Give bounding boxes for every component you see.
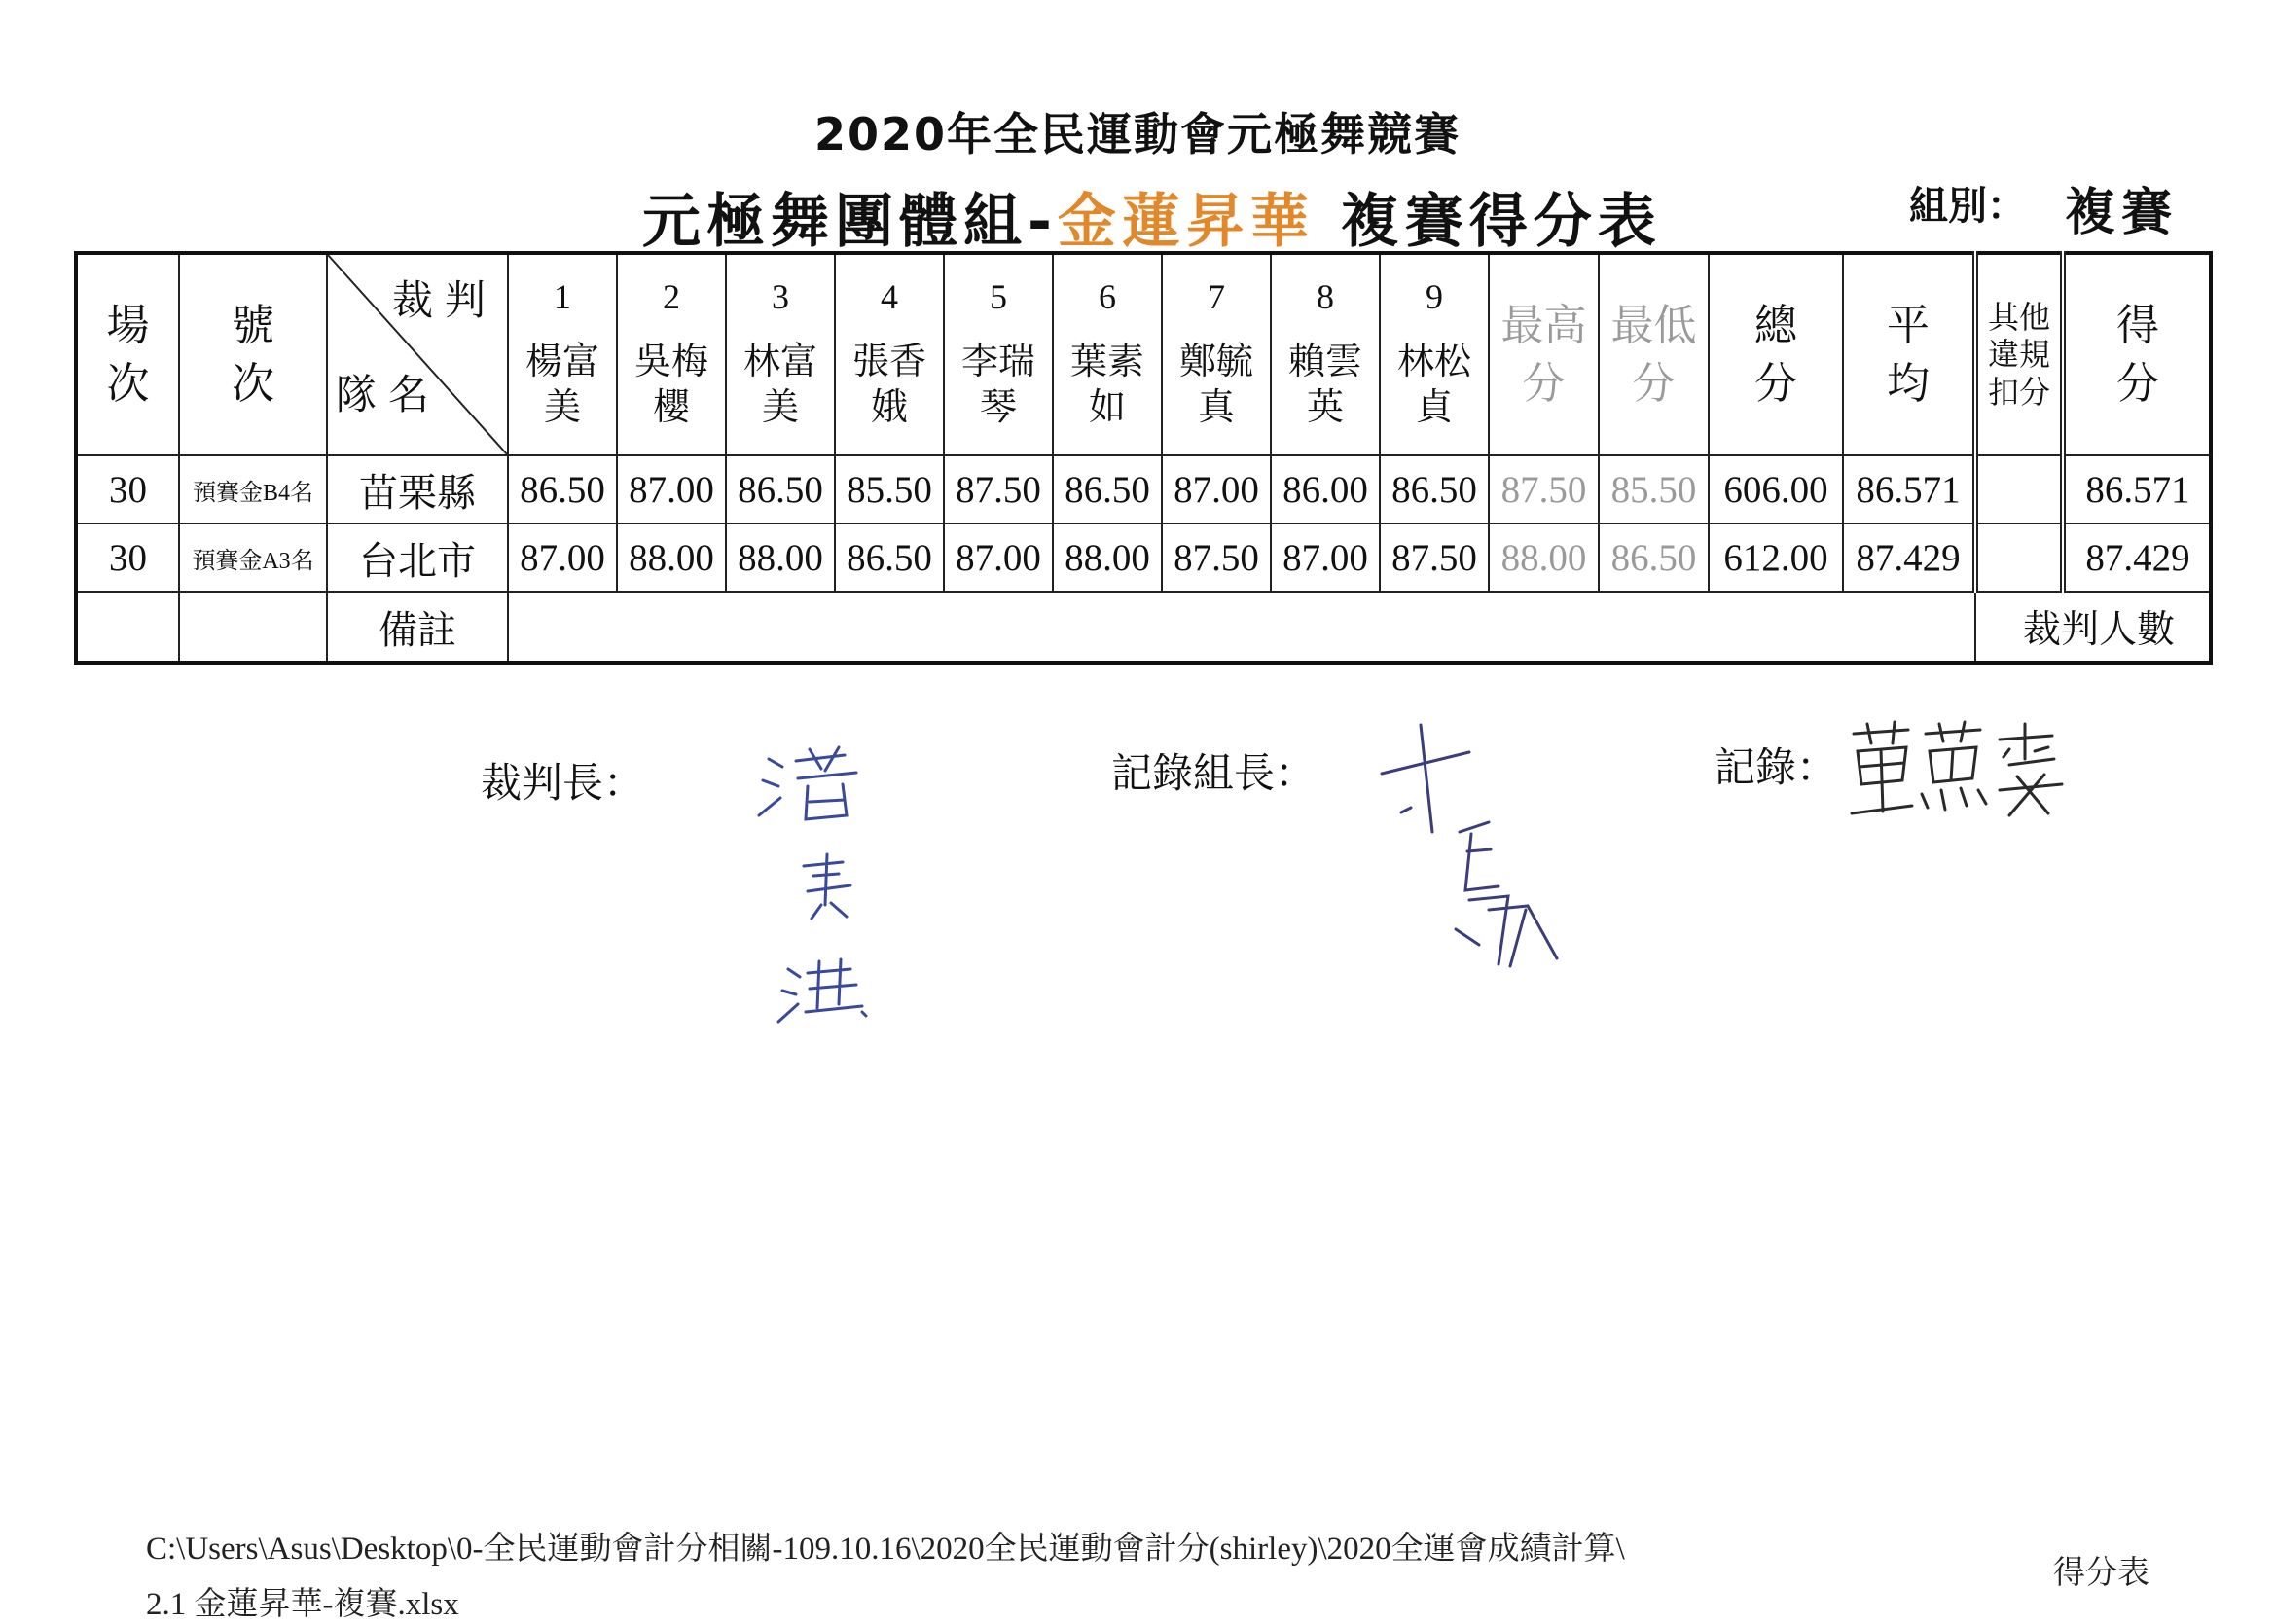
table-row xyxy=(76,455,2211,523)
judge-header: 4 張香 娥 xyxy=(835,253,944,455)
judge-count-label: 裁判人數 xyxy=(1975,592,2211,663)
judge-header: 1 楊富 美 xyxy=(508,253,617,455)
judge-header: 9 林松 貞 xyxy=(1380,253,1489,455)
judge-header: 8 賴雲 英 xyxy=(1271,253,1380,455)
document-title: 2020年全民運動會元極舞競賽 xyxy=(813,108,1462,161)
record-leader-signature xyxy=(1362,715,1586,978)
judge-score-cell: 88.00 xyxy=(726,523,835,592)
final-score-cell: 86.571 xyxy=(2063,455,2211,523)
team-cell: 苗栗縣 xyxy=(327,455,508,523)
number-cell: 預賽金A3名 xyxy=(179,523,327,592)
judge-score-cell: 87.00 xyxy=(1162,455,1271,523)
penalty-header: 其他 違規 扣分 xyxy=(1975,253,2063,455)
round-cell: 30 xyxy=(76,523,179,592)
average-header: 平 均 xyxy=(1843,253,1975,455)
group-label: 組別： xyxy=(1909,184,2026,229)
number-cell: 預賽金B4名 xyxy=(179,455,327,523)
judge-header: 7 鄭毓 真 xyxy=(1162,253,1271,455)
judge-header: 3 林富 美 xyxy=(726,253,835,455)
empty-cell xyxy=(76,592,179,663)
average-cell: 86.571 xyxy=(1843,455,1975,523)
judge-score-cell: 86.50 xyxy=(1053,455,1162,523)
subtitle-prefix: 元極舞團體組- xyxy=(642,188,1058,256)
round-cell: 30 xyxy=(76,455,179,523)
judge-header: 2 吳梅 櫻 xyxy=(617,253,726,455)
judge-score-cell: 87.50 xyxy=(944,455,1053,523)
header-row xyxy=(76,253,2211,455)
group-value: 複賽 xyxy=(2065,184,2179,242)
judge-label: 裁判 xyxy=(391,279,497,324)
judge-header: 6 葉素 如 xyxy=(1053,253,1162,455)
judge-score-cell: 86.50 xyxy=(835,523,944,592)
highest-cell: 87.50 xyxy=(1489,455,1599,523)
judge-score-cell: 85.50 xyxy=(835,455,944,523)
number-header: 號 次 xyxy=(179,253,327,455)
recorder-signature xyxy=(1844,720,2068,827)
team-cell: 台北市 xyxy=(327,523,508,592)
score-header: 得 分 xyxy=(2063,253,2211,455)
judge-score-cell: 88.00 xyxy=(617,523,726,592)
judge-score-cell: 87.00 xyxy=(1271,523,1380,592)
total-cell: 612.00 xyxy=(1709,523,1843,592)
total-cell: 606.00 xyxy=(1709,455,1843,523)
recorder-label: 記錄： xyxy=(1715,746,1838,791)
table-row xyxy=(76,523,2211,592)
chief-judge-signature xyxy=(749,740,895,1041)
lowest-cell: 86.50 xyxy=(1599,523,1709,592)
empty-cell xyxy=(179,592,327,663)
chief-judge-label: 裁判長： xyxy=(481,762,645,807)
penalty-cell xyxy=(1975,523,2063,592)
judge-score-cell: 87.50 xyxy=(1380,523,1489,592)
remarks-row xyxy=(76,592,2211,663)
judge-score-cell: 86.00 xyxy=(1271,455,1380,523)
judge-header: 5 李瑞 琴 xyxy=(944,253,1053,455)
judge-score-cell: 87.50 xyxy=(1162,523,1271,592)
footer-file-name: 2.1 金蓮昇華-複賽.xlsx xyxy=(146,1587,459,1622)
judge-score-cell: 87.00 xyxy=(944,523,1053,592)
footer-sheet-name: 得分表 xyxy=(2053,1556,2149,1591)
penalty-cell xyxy=(1975,455,2063,523)
remarks-content xyxy=(508,592,1975,663)
final-score-cell: 87.429 xyxy=(2063,523,2211,592)
highest-header: 最高 分 xyxy=(1489,253,1599,455)
judge-score-cell: 86.50 xyxy=(508,455,617,523)
lowest-cell: 85.50 xyxy=(1599,455,1709,523)
footer-file-path: C:\Users\Asus\Desktop\0-全民運動會計分相關-109.10.16\2020全民運動會計分(shirley)\2020全運會成績計算\ xyxy=(146,1532,1625,1567)
remarks-label: 備註 xyxy=(327,592,508,663)
judge-score-cell: 86.50 xyxy=(726,455,835,523)
average-cell: 87.429 xyxy=(1843,523,1975,592)
judge-score-cell: 87.00 xyxy=(617,455,726,523)
subtitle-suffix: 複賽得分表 xyxy=(1340,188,1662,256)
judge-team-header xyxy=(327,253,508,455)
highest-cell: 88.00 xyxy=(1489,523,1599,592)
judge-score-cell: 88.00 xyxy=(1053,523,1162,592)
score-sheet-subtitle xyxy=(642,175,1662,259)
team-label: 隊名 xyxy=(336,374,442,418)
lowest-header: 最低 分 xyxy=(1599,253,1709,455)
record-leader-label: 記錄組長： xyxy=(1111,752,1317,797)
judge-score-cell: 87.00 xyxy=(508,523,617,592)
subtitle-highlight: 金蓮昇華 xyxy=(1057,188,1315,256)
total-header: 總 分 xyxy=(1709,253,1843,455)
judge-score-cell: 86.50 xyxy=(1380,455,1489,523)
round-header: 場 次 xyxy=(76,253,179,455)
score-table xyxy=(74,251,2213,665)
